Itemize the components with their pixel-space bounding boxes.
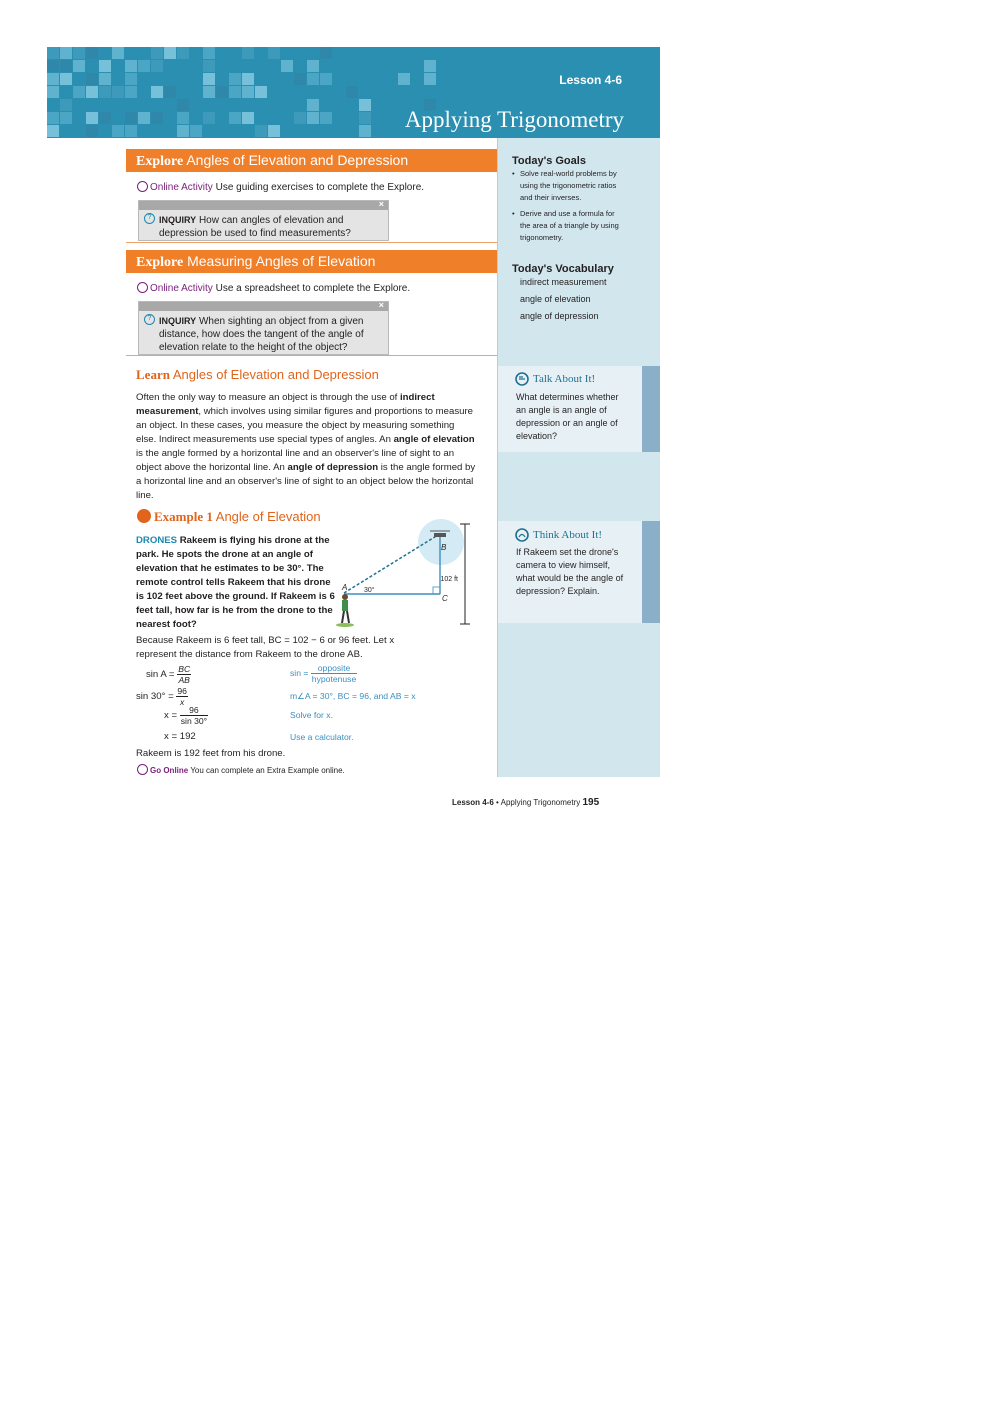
banner-tile [320, 73, 332, 85]
banner-tile [268, 125, 280, 137]
example-problem [136, 534, 341, 632]
section-rule [126, 242, 497, 243]
example-icon [137, 509, 151, 523]
online-activity-link[interactable]: Online Activity [150, 182, 213, 193]
section-rule [126, 355, 497, 356]
vocab-list [520, 274, 607, 325]
banner-tile [112, 47, 124, 59]
learn-heading [136, 367, 379, 383]
banner-tile [177, 112, 189, 124]
page-footer [452, 797, 599, 808]
setup-line: represent the distance from Rakeem to the drone AB. [136, 649, 363, 660]
online-activity-link[interactable]: Online Activity [150, 283, 213, 294]
banner-tile [112, 125, 124, 137]
drone-glow [418, 519, 464, 565]
banner-tile [203, 60, 215, 72]
go-online-icon [137, 764, 148, 775]
example-label: Example 1 [154, 509, 213, 524]
banner-tile [47, 73, 59, 85]
banner-tile [177, 99, 189, 111]
label-C: C [442, 594, 448, 603]
banner-tile [177, 125, 189, 137]
note-text: sin = [290, 667, 309, 678]
conclusion: Rakeem is 192 feet from his drone. [136, 748, 286, 759]
go-online-text: You can complete an Extra Example online. [190, 766, 345, 775]
goals-list [512, 168, 624, 244]
explore1-activity [137, 181, 424, 193]
banner-tile [229, 86, 241, 98]
banner-tile [60, 47, 72, 59]
banner-tile [268, 47, 280, 59]
banner-tile [242, 73, 254, 85]
frac-denominator: x [180, 697, 185, 707]
banner-tile [346, 86, 358, 98]
banner-tile [229, 73, 241, 85]
goal-item: • Derive and use a formula for the area of a triangle by using trigonometry. [512, 208, 624, 244]
banner-tile [203, 47, 215, 59]
vocab-term[interactable]: indirect measurement [520, 277, 607, 287]
footer-sep: • [496, 798, 499, 807]
banner-tile [60, 73, 72, 85]
online-activity-icon [137, 181, 148, 192]
banner-tile [164, 47, 176, 59]
explore1-label: Explore [136, 154, 184, 169]
inquiry-line: distance, how does the tangent of the angle of [159, 329, 364, 340]
explore2-activity [137, 282, 410, 294]
explore2-label: Explore [136, 255, 184, 270]
banner-tile [151, 47, 163, 59]
go-online-link[interactable]: Go Online [150, 766, 189, 775]
label-A: A [342, 583, 348, 592]
banner-tile [359, 112, 371, 124]
banner-tile [99, 86, 111, 98]
para-text: , which involves using similar figures and proportions to measure an object. In these cases, you measure the object by measuring something else. Indirect measurements use special types of angles. An [136, 406, 474, 445]
step-lhs: sin 30° = [136, 691, 174, 703]
explore1-header [126, 149, 497, 172]
go-online [137, 764, 345, 775]
inquiry-label: INQUIRY [159, 316, 197, 326]
banner-tile [125, 73, 137, 85]
step-1-note [290, 663, 357, 684]
inquiry-question [159, 315, 364, 354]
explore2-inquiry-box [138, 301, 389, 355]
learn-title: Angles of Elevation and Depression [172, 367, 379, 382]
banner-tile [60, 112, 72, 124]
banner-tile [190, 125, 202, 137]
setup-line: Because Rakeem is 6 feet tall, BC = 102 − 6 or 96 feet. Let x [136, 635, 395, 646]
banner-tile [307, 99, 319, 111]
banner-tile [125, 112, 137, 124]
banner-tile [307, 112, 319, 124]
step-3-note: Solve for x. [290, 710, 333, 720]
banner-tile [112, 86, 124, 98]
activity-text: Use a spreadsheet to complete the Explore. [215, 283, 411, 294]
step-4: x = 192 [164, 731, 196, 742]
page-number: 195 [582, 797, 600, 808]
vocab-angle-of-depression: angle of depression [287, 462, 379, 473]
banner-tile [255, 125, 267, 137]
lesson-number: Lesson 4-6 [559, 73, 622, 87]
banner-tile [294, 73, 306, 85]
banner-tile [73, 86, 85, 98]
angle-label: 30° [364, 587, 375, 594]
inquiry-bar [139, 302, 388, 311]
banner-tile [86, 73, 98, 85]
step-1 [146, 664, 191, 685]
banner-tile [320, 112, 332, 124]
frac-denominator: AB [178, 675, 190, 685]
step-3 [164, 705, 208, 726]
banner-tile [255, 86, 267, 98]
frac-numerator: 96 [177, 686, 187, 696]
step-2 [136, 686, 188, 707]
close-icon[interactable]: × [378, 300, 384, 310]
footer-lesson: Lesson 4-6 [452, 798, 494, 807]
step-lhs: sin A = [146, 669, 175, 681]
banner-tile [424, 73, 436, 85]
banner-tile [86, 47, 98, 59]
banner-tile [281, 60, 293, 72]
lesson-banner [47, 47, 660, 138]
height-label: 102 ft [440, 576, 458, 583]
frac-denominator: hypotenuse [311, 674, 357, 684]
goals-title: Today's Goals [512, 155, 586, 167]
banner-tile [216, 86, 228, 98]
banner-tile [151, 86, 163, 98]
banner-tile [47, 47, 59, 59]
banner-tile [151, 60, 163, 72]
think-text: If Rakeem set the drone's camera to view himself, what would be the angle of depression? Explain. [516, 547, 624, 596]
banner-tile [424, 60, 436, 72]
banner-tile [203, 86, 215, 98]
goal-item: • Solve real-world problems by using the trigonometric ratios and their inverses. [512, 168, 624, 204]
step-2-note: m∠A = 30°, BC = 96, and AB = x [290, 691, 416, 701]
banner-tile [398, 73, 410, 85]
banner-tile [203, 73, 215, 85]
inquiry-question [159, 214, 351, 240]
banner-tile [320, 47, 332, 59]
banner-tile [99, 73, 111, 85]
lesson-title: Applying Trigonometry [404, 107, 624, 132]
inquiry-icon: ? [144, 213, 155, 224]
banner-tile [359, 125, 371, 137]
banner-tile [125, 86, 137, 98]
banner-tile [125, 125, 137, 137]
frac-numerator: 96 [180, 705, 208, 716]
explore2-title: Measuring Angles of Elevation [187, 253, 376, 269]
banner-tile [47, 86, 59, 98]
talk-title: Talk About It! [533, 373, 596, 385]
problem-text: Rakeem is flying his drone at the park. He spots the drone at an angle of elevation that he estimates to be 30°. The remote control tells Rakeem that his drone is 102 feet above the ground. If Rakeem is 6 feet tall, how far is he from the drone to the nearest foot? [136, 535, 335, 630]
banner-tile [164, 86, 176, 98]
learn-label: Learn [136, 367, 170, 382]
inquiry-line: elevation relate to the height of the object? [159, 342, 348, 353]
banner-tile [47, 112, 59, 124]
banner-tile [242, 47, 254, 59]
vocab-term[interactable]: angle of depression [520, 311, 599, 321]
talk-text: What determines whether an angle is an angle of depression or an angle of elevation? [516, 392, 619, 441]
banner-tile [60, 99, 72, 111]
explore1-title: Angles of Elevation and Depression [186, 152, 409, 168]
banner-tile [86, 86, 98, 98]
banner-tile [229, 112, 241, 124]
banner-tile [86, 112, 98, 124]
banner-tile [138, 60, 150, 72]
column-divider [497, 138, 498, 777]
right-angle-marker [433, 587, 440, 594]
step-4-note: Use a calculator. [290, 732, 354, 742]
para-text: is the angle formed by a horizontal line and an observer's line of sight to an object below the horizontal line. [136, 462, 476, 501]
banner-tile [307, 73, 319, 85]
callout-bar [642, 521, 660, 623]
inquiry-icon: ? [144, 314, 155, 325]
example-title: Angle of Elevation [215, 509, 321, 524]
learn-paragraph [136, 391, 476, 503]
inquiry-line: How can angles of elevation and [198, 215, 344, 226]
think-title: Think About It! [533, 529, 603, 541]
frac-numerator: opposite [311, 663, 357, 674]
vocab-indirect-measurement: indirect measurement [136, 392, 435, 417]
banner-tile [307, 60, 319, 72]
banner-tile [73, 47, 85, 59]
explore1-inquiry-box [138, 200, 389, 241]
para-text: Often the only way to measure an object is through the use of [136, 392, 400, 403]
banner-tile [47, 125, 59, 137]
footer-title: Applying Trigonometry [500, 798, 581, 807]
banner-tile [151, 112, 163, 124]
banner-tile [177, 47, 189, 59]
inquiry-label: INQUIRY [159, 215, 197, 225]
activity-text: Use guiding exercises to complete the Explore. [215, 182, 425, 193]
explore2-header [126, 250, 497, 273]
banner-tile [99, 60, 111, 72]
banner-tile [99, 112, 111, 124]
banner-tile [242, 86, 254, 98]
frac-denominator: sin 30° [180, 716, 208, 726]
inquiry-line: When sighting an object from a given [198, 316, 364, 327]
talk-icon [515, 372, 529, 386]
banner-tile [60, 60, 72, 72]
banner-tile [203, 112, 215, 124]
example-heading [137, 509, 321, 525]
person-figure [336, 594, 354, 627]
step-lhs: x = [164, 710, 178, 722]
callout-bar [642, 366, 660, 452]
label-B: B [441, 543, 447, 552]
banner-tile [86, 125, 98, 137]
vocab-angle-of-elevation: angle of elevation [393, 434, 475, 445]
think-icon [515, 528, 529, 542]
banner-tile [294, 112, 306, 124]
close-icon[interactable]: × [378, 199, 384, 209]
problem-keyword: DRONES [136, 535, 178, 546]
para-text: is the angle formed by a horizontal line and an observer's line of sight to an object above the horizontal line. An [136, 448, 455, 473]
frac-numerator: BC [178, 664, 191, 674]
drone-diagram [330, 515, 485, 630]
banner-tile [125, 60, 137, 72]
vocab-title: Today's Vocabulary [512, 263, 614, 275]
banner-tile [47, 60, 59, 72]
online-activity-icon [137, 282, 148, 293]
banner-tile [242, 112, 254, 124]
banner-tile [73, 60, 85, 72]
banner-tile [359, 99, 371, 111]
inquiry-line: depression be used to find measurements? [159, 228, 351, 239]
inquiry-bar [139, 201, 388, 210]
banner-tile [138, 112, 150, 124]
vocab-term[interactable]: angle of elevation [520, 294, 591, 304]
